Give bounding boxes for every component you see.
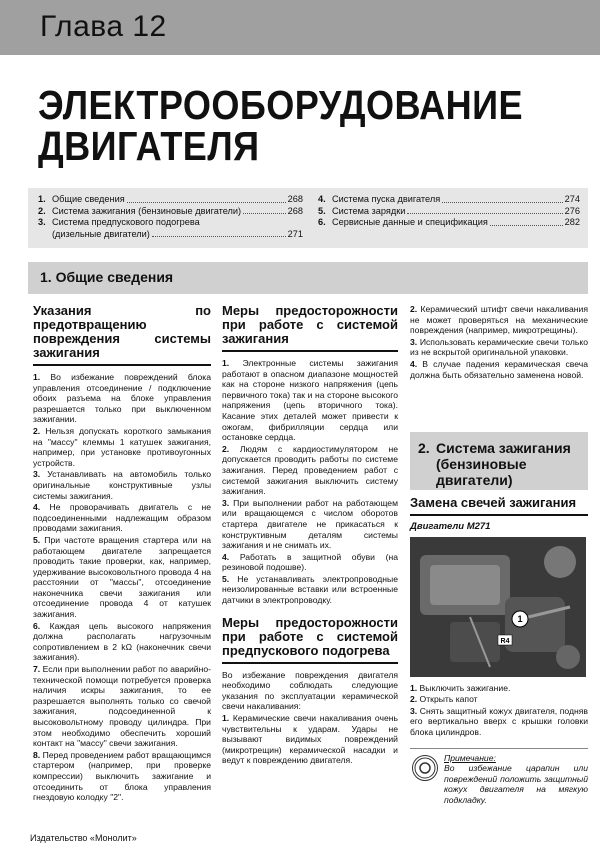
paragraph-text: Если при выполнении работ по аварийно-технической помощи потребуется проверка наличия искры зажигания, то ее разрешается выполнять только со свечой зажигания, подсоединенной к высоковольтному проводу цилиндра. При этом необходимо обеспечить хороший контакт на "массу" свечи зажигания.	[33, 664, 211, 749]
paragraph-number: 2.	[410, 304, 418, 314]
info-icon	[412, 755, 438, 781]
engine-photo	[410, 537, 586, 677]
paragraph-text: Перед проведением работ вращающимся стартером (например, при проверке компрессии) выключить зажигание и отсоединить от блока управления гнездовую колодку "2".	[33, 749, 211, 803]
paragraph	[410, 359, 588, 380]
toc-item-page: 274	[564, 194, 580, 204]
photo-marker-1: 1	[517, 613, 523, 624]
paragraph-text: Работать в защитной обуви (на резиновой подошве).	[222, 551, 398, 573]
col2-heading-ignition: Меры предосторожности при работе с системой зажигания	[222, 304, 398, 352]
paragraph	[222, 574, 398, 606]
paragraph-text: Во избежание повреждений блока управления отсоединение / подключение обоих разъема на блоке управления разрешается только при выключенном зажигании.	[33, 372, 211, 425]
paragraph-text: Электронные системы зажигания работают в опасном диапазоне мощностей как на стороне низкого напряжения (цепь первичного тока) так и на стороне высокого напряжения (цепь вторичного тока). Касание этих деталей может привести к ожогам, фибрилляции сердца или остановке сердца.	[222, 358, 398, 443]
paragraph	[33, 535, 211, 620]
step	[410, 683, 588, 694]
paragraph	[410, 337, 588, 358]
step-number: 1.	[410, 682, 418, 693]
toc-item-text: Общие сведения	[52, 194, 125, 204]
toc-leader	[407, 206, 562, 215]
paragraph-number: 2.	[33, 425, 41, 436]
paragraph-number: 5.	[222, 573, 230, 584]
column-3	[410, 304, 588, 381]
toc-item-page: 268	[287, 205, 303, 216]
toc-item-page: 282	[564, 217, 580, 227]
toc-item[interactable]	[38, 206, 303, 218]
toc-leader	[127, 194, 286, 203]
page-title-line1: ЭЛЕКТРООБОРУДОВАНИЕ	[38, 82, 524, 128]
paragraph-number: 4.	[33, 502, 41, 513]
paragraph-text: Людям с кардиостимулятором не допускается проводить работы по системе зажигания. Перед проведением работ с системой зажигания выключить систему зажигания.	[222, 443, 398, 497]
section-1-header	[28, 262, 588, 294]
paragraph	[33, 750, 211, 803]
section-2-header	[410, 432, 588, 490]
table-of-contents	[28, 188, 588, 248]
paragraph	[222, 713, 398, 766]
column-1	[33, 304, 211, 804]
paragraph-text: Каждая цепь высокого напряжения должна располагать нагрузочным сопротивлением в 2 kΩ (наконечник свечи зажигания).	[33, 620, 211, 663]
paragraph	[33, 621, 211, 663]
chapter-header-bar	[0, 0, 600, 55]
toc-item-number	[38, 229, 52, 241]
paragraph	[222, 498, 398, 551]
paragraph	[33, 502, 211, 534]
paragraph-number: 3.	[33, 469, 41, 480]
engine-label: Двигатели M271	[410, 521, 491, 532]
step	[410, 706, 588, 738]
col1-heading: Указания по предотвращению повреждения системы зажигания	[33, 304, 211, 366]
toc-item-page: 271	[287, 228, 303, 239]
engine-photo-illustration	[410, 537, 586, 677]
steps-list	[410, 683, 588, 738]
paragraph-number: 1.	[222, 358, 230, 368]
page-title	[38, 82, 524, 169]
col2-heading-preheat: Меры предосторожности при работе с системой предпускового подогрева	[222, 616, 398, 664]
paragraph-number: 4.	[410, 358, 418, 369]
paragraph	[33, 426, 211, 468]
toc-item-page: 276	[564, 205, 580, 216]
paragraph	[222, 444, 398, 497]
paragraph	[410, 304, 588, 336]
toc-left-column	[38, 194, 303, 240]
paragraph-text: Устанавливать на автомобиль только оригинальные конструктивные узлы системы зажигания.	[33, 469, 211, 501]
toc-item-number: 1.	[38, 194, 46, 204]
step-text: Снять защитный кожух двигателя, подняв его вертикально вверх с крышки головки блока цилиндров.	[410, 705, 588, 737]
section-2-title: Система зажигания (бензиновые двигатели)	[436, 440, 571, 488]
note-label: Примечание:	[444, 752, 496, 763]
step	[410, 694, 588, 705]
toc-item-number: 5.	[318, 205, 326, 216]
paragraph-text: Не проворачивать двигатель с не подсоединенными надлежащим образом проводами зажигания.	[33, 502, 211, 534]
photo-marker-r4: R4	[500, 637, 510, 645]
paragraph-text: Керамические свечи накаливания очень чувствительны к ударам. Удары не вызывают видимых повреждений (микротрещин) керамической насадки и ведут к повреждению двигателя.	[222, 713, 398, 766]
step-number: 2.	[410, 694, 418, 705]
paragraph-number: 2.	[222, 443, 230, 454]
paragraph-text: При выполнении работ на работающем или вращающемся с числом оборотов стартера двигателе не прикасаться к конструктивным деталям системы зажигания и не снимать их.	[222, 497, 398, 551]
paragraph-number: 3.	[410, 336, 418, 347]
paragraph: Во избежание повреждения двигателя необходимо соблюдать следующие указания по эксплуатации керамической свечи накаливания:	[222, 669, 398, 712]
toc-leader	[490, 217, 563, 226]
paragraph	[33, 372, 211, 425]
paragraph-number: 1.	[33, 372, 41, 382]
paragraph-text: При частоте вращения стартера или на работающем двигателе запрещается проводить такие проверки, как, например, удерживание высоковольтного провода 4 на расстоянии от "массы", отсоединение наконечника свечи зажигания или отсоединение провода 4 от катушек зажигания.	[33, 534, 211, 620]
toc-leader	[243, 206, 286, 215]
column-2	[222, 304, 398, 767]
toc-leader	[442, 194, 562, 203]
section-1-title: 1. Общие сведения	[40, 269, 174, 285]
paragraph-number: 6.	[33, 620, 41, 631]
toc-item-number: 4.	[318, 194, 326, 204]
step-text: Открыть капот	[417, 694, 478, 705]
paragraph-number: 1.	[222, 713, 230, 724]
toc-item-number: 3.	[38, 217, 46, 227]
toc-item[interactable]	[38, 217, 303, 229]
paragraph-text: В случае падения керамическая свеча должна быть обязательно заменена новой.	[410, 358, 588, 380]
chapter-label: Глава 12	[40, 10, 167, 43]
toc-item[interactable]	[318, 194, 580, 206]
paragraph-text: Нельзя допускать короткого замыкания на "массу" клеммы 1 катушек зажигания, например, при установке противоугонных устройств.	[33, 425, 211, 468]
paragraph-number: 4.	[222, 551, 230, 562]
paragraph-number: 3.	[222, 497, 230, 508]
toc-item-page: 268	[287, 194, 303, 204]
toc-item-text: Система зажигания (бензиновые двигатели)	[52, 205, 242, 216]
paragraph-number: 8.	[33, 749, 41, 760]
spark-plug-heading: Замена свечей зажигания	[410, 496, 588, 516]
paragraph	[222, 552, 398, 573]
toc-right-column	[318, 194, 580, 229]
paragraph	[33, 469, 211, 501]
toc-leader	[152, 229, 286, 238]
paragraph-text: Использовать керамические свечи только из не вскрытой оригинальной упаковки.	[410, 336, 588, 358]
paragraph-number: 7.	[33, 664, 41, 675]
paragraph	[222, 358, 398, 443]
paragraph	[33, 664, 211, 749]
section-2-number: 2.	[418, 440, 430, 456]
step-text: Выключить зажигание.	[417, 682, 511, 693]
column-3-lower	[410, 496, 588, 806]
paragraph-number: 5.	[33, 534, 41, 545]
toc-item-number: 6.	[318, 217, 326, 227]
toc-item-number: 2.	[38, 205, 46, 216]
paragraph-text: Керамический штифт свечи накаливания не может проверяться на механические повреждения (например, микротрещины).	[410, 304, 588, 336]
step-number: 3.	[410, 705, 418, 716]
toc-item[interactable]	[38, 194, 303, 206]
page-title-line2: ДВИГАТЕЛЯ	[38, 123, 260, 169]
toc-item-text: Сервисные данные и спецификация	[332, 217, 488, 227]
note-text: Во избежание царапин или повреждений положить защитный кожух двигателя на мягкую подкладку.	[444, 763, 588, 805]
toc-item-text: Система пуска двигателя	[332, 194, 441, 204]
toc-item-text: Система зарядки	[332, 205, 406, 216]
paragraph-text: Не устанавливать электропроводные неизолированные вставки или встроенные датчики в электропроводку.	[222, 573, 398, 606]
toc-item-text: (дизельные двигатели)	[52, 228, 150, 239]
toc-item-text: Система предпускового подогрева	[52, 217, 200, 227]
publisher-footer: Издательство «Монолит»	[30, 833, 137, 843]
toc-item[interactable]	[38, 229, 303, 241]
toc-item[interactable]	[318, 217, 580, 229]
toc-item[interactable]	[318, 206, 580, 218]
note-box	[410, 748, 588, 806]
